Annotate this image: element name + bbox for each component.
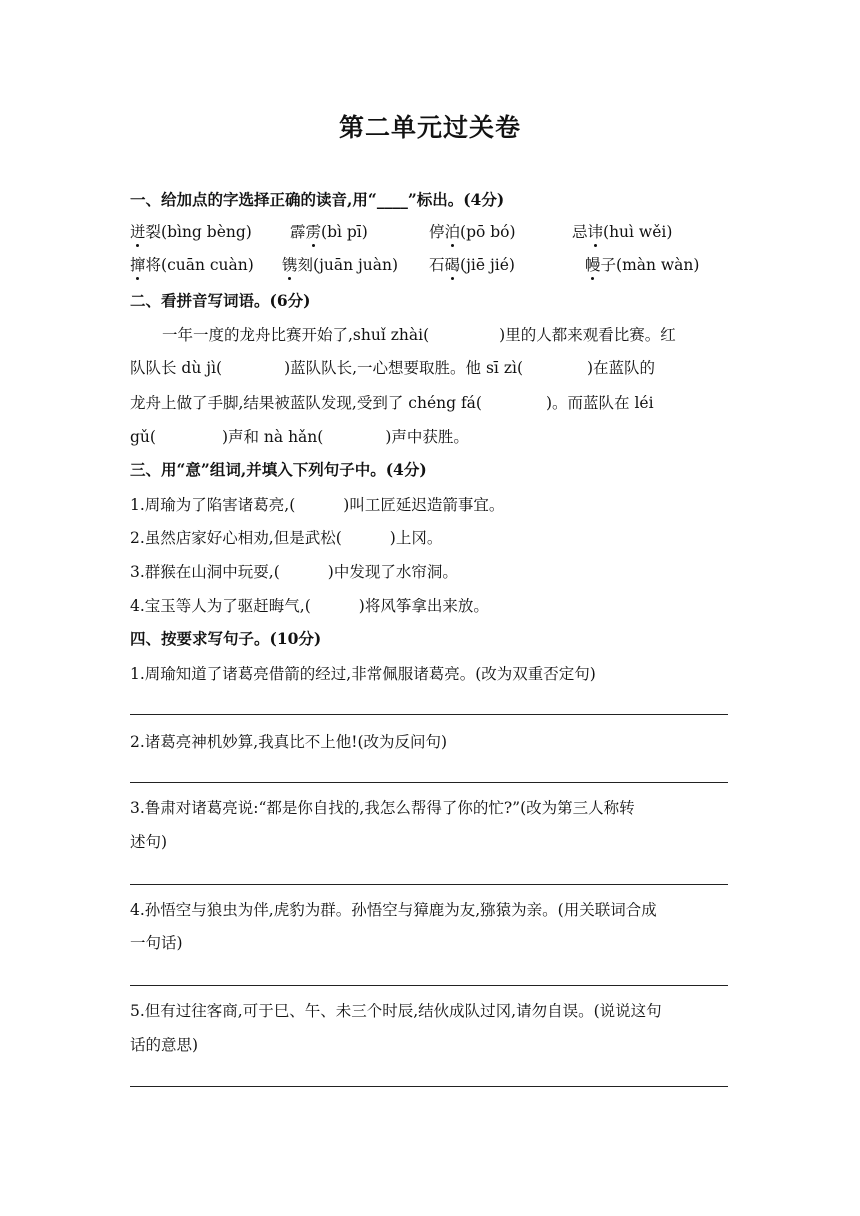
rewrite-question-3-cont: 述句) [130,833,168,851]
dotted-char: 碣 [444,256,461,274]
answer-line[interactable] [130,714,728,715]
rewrite-question-4-cont: 一句话) [130,934,183,952]
question-line: 3.群猴在山洞中玩耍,( )中发现了水帘洞。 [130,563,458,581]
pinyin-choice-item: 镌刻(juān juàn) [282,256,399,274]
rewrite-question-5-cont: 话的意思) [130,1036,199,1054]
passage-line: 队队长 dù jì( )蓝队队长,一心想要取胜。他 sī zì( )在蓝队的 [130,359,656,377]
pinyin-choice-item: 停泊(pō bó) [429,223,516,241]
rewrite-question-1: 1.周瑜知道了诸葛亮借箭的经过,非常佩服诸葛亮。(改为双重否定句) [130,665,596,683]
rewrite-question-3: 3.鲁肃对诸葛亮说:“都是你自找的,我怎么帮得了你的忙?”(改为第三人称转 [130,799,635,817]
dotted-char: 迸 [130,223,146,241]
answer-line[interactable] [130,782,728,783]
dotted-char: 泊 [444,223,461,241]
passage-line: 一年一度的龙舟比赛开始了,shuǐ zhài( )里的人都来观看比赛。红 [162,326,676,344]
section-1-heading: 一、给加点的字选择正确的读音,用“____”标出。(4分) [130,190,505,209]
pinyin-choice-item: 撺将(cuān cuàn) [130,256,254,274]
pinyin-choice-item: 幔子(màn wàn) [585,256,700,274]
answer-line[interactable] [130,985,728,986]
rewrite-question-5: 5.但有过往客商,可于巳、午、未三个时辰,结伙成队过冈,请勿自误。(说说这句 [130,1002,662,1020]
section-4-heading: 四、按要求写句子。(10分) [130,629,322,648]
pinyin-choice-item: 石碣(jiē jié) [429,256,515,274]
answer-line[interactable] [130,884,728,885]
passage-line: 龙舟上做了手脚,结果被蓝队发现,受到了 chéng fá( )。而蓝队在 léi [130,394,654,412]
question-line: 4.宝玉等人为了驱赶晦气,( )将风筝拿出来放。 [130,597,489,615]
passage-line: gǔ( )声和 nà hǎn( )声中获胜。 [130,428,469,446]
answer-line[interactable] [130,1086,728,1087]
rewrite-question-4: 4.孙悟空与狼虫为伴,虎豹为群。孙悟空与獐鹿为友,猕猿为亲。(用关联词合成 [130,901,657,919]
dotted-char: 讳 [587,223,604,241]
rewrite-question-2: 2.诸葛亮神机妙算,我真比不上他!(改为反问句) [130,733,448,751]
section-3-heading: 三、用“意”组词,并填入下列句子中。(4分) [130,460,427,479]
dotted-char: 雳 [305,223,322,241]
pinyin-choice-item: 霹雳(bì pī) [290,223,368,241]
pinyin-choice-item: 忌讳(huì wěi) [572,223,673,241]
section-2-heading: 二、看拼音写词语。(6分) [130,291,311,310]
dotted-char: 幔 [585,256,601,274]
dotted-char: 撺 [130,256,146,274]
dotted-char: 镌 [282,256,298,274]
question-line: 2.虽然店家好心相劝,但是武松( )上冈。 [130,529,443,547]
question-line: 1.周瑜为了陷害诸葛亮,( )叫工匠延迟造箭事宜。 [130,496,505,514]
page-title: 第二单元过关卷 [338,113,521,142]
pinyin-choice-item: 迸裂(bìng bèng) [130,223,252,241]
